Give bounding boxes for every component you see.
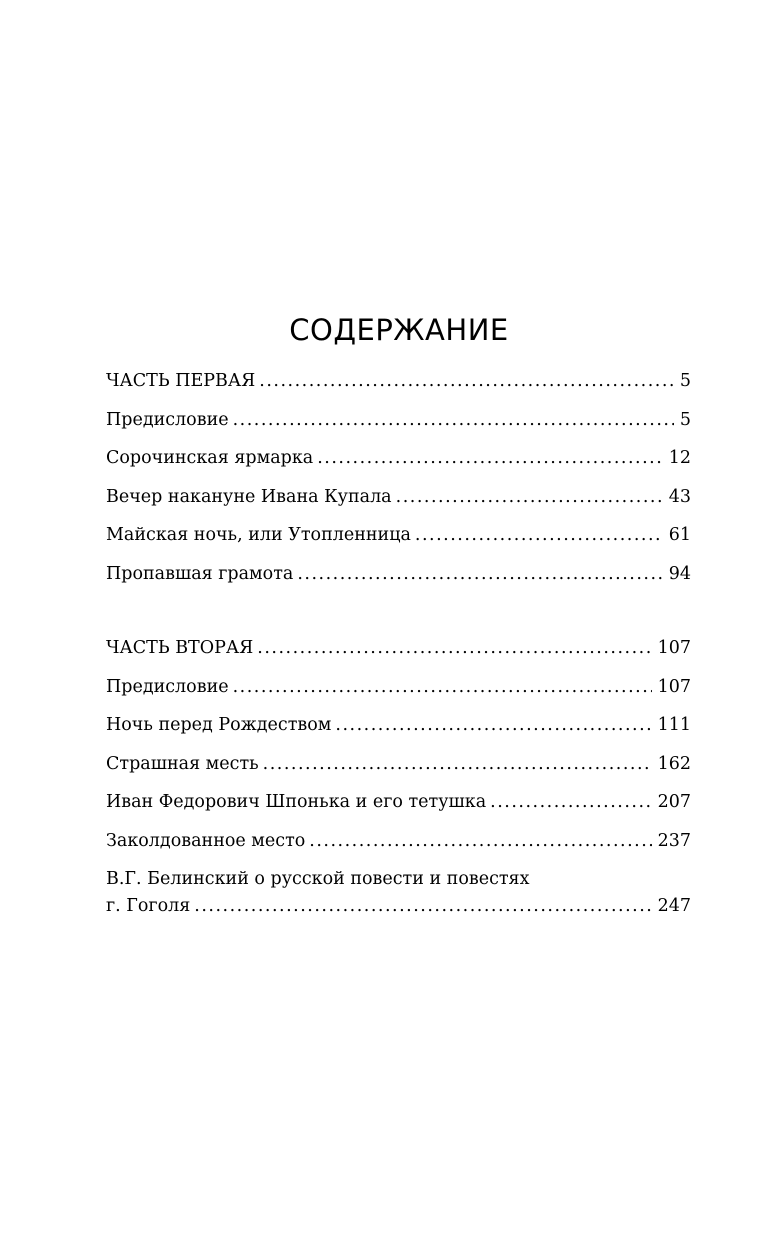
dot-leader	[415, 522, 663, 549]
toc-entry-title: Иван Федорович Шпонька и его тетушка	[106, 792, 487, 812]
toc-entry-title: Вечер накануне Ивана Купала	[106, 486, 392, 507]
toc-entry[interactable]	[106, 445, 691, 484]
dot-leader	[263, 751, 652, 778]
toc-entry-title: Страшная месть	[106, 753, 259, 774]
toc-entry[interactable]	[106, 751, 691, 790]
dot-leader	[297, 561, 662, 588]
toc-page-number: 61	[668, 525, 691, 545]
toc-page-number: 5	[679, 409, 691, 430]
dot-leader	[396, 484, 663, 511]
toc-entry[interactable]	[106, 561, 691, 600]
toc-entry-title: Предисловие	[106, 409, 229, 430]
toc-entry[interactable]	[106, 484, 691, 523]
toc-entry-title: ЧАСТЬ ПЕРВАЯ	[106, 371, 256, 391]
toc-entry-title: Предисловие	[106, 676, 229, 697]
toc-page-number: 237	[657, 830, 691, 851]
toc-part-heading[interactable]	[106, 368, 691, 407]
dot-leader	[309, 828, 651, 855]
toc-page-number: 12	[668, 448, 691, 468]
toc-entry[interactable]	[106, 674, 691, 713]
toc-page-number: 94	[668, 563, 691, 584]
toc-entry[interactable]	[106, 407, 691, 446]
dot-leader	[233, 674, 652, 701]
section-spacer	[106, 599, 691, 635]
toc-entry-title: Сорочинская ярмарка	[106, 448, 314, 468]
toc-entry[interactable]	[106, 712, 691, 751]
toc-entry-title: ЧАСТЬ ВТОРАЯ	[106, 638, 254, 658]
dot-leader	[335, 712, 651, 739]
page-title: СОДЕРЖАНИЕ	[289, 313, 509, 347]
toc-page-number: 247	[657, 896, 691, 916]
toc-page-number: 5	[679, 371, 691, 391]
dot-leader	[490, 789, 651, 816]
dot-leader	[233, 407, 674, 434]
dot-leader	[259, 368, 674, 395]
toc-entry[interactable]	[106, 522, 691, 561]
toc-entry-title: Майская ночь, или Утопленница	[106, 525, 411, 545]
toc-entry-appendix[interactable]	[106, 866, 691, 920]
toc-entry-title: Ночь перед Рождеством	[106, 715, 332, 735]
dot-leader	[317, 445, 663, 472]
table-of-contents	[106, 368, 691, 920]
toc-entry-title-line1: В.Г. Белинский о русской повести и повестях	[106, 869, 530, 889]
toc-entry-title-line2: г. Гоголя	[106, 896, 191, 916]
dot-leader	[194, 893, 651, 920]
toc-entry[interactable]	[106, 789, 691, 828]
toc-page-number: 43	[668, 486, 691, 507]
toc-page-number: 107	[657, 638, 691, 658]
toc-entry[interactable]	[106, 828, 691, 867]
toc-page-number: 207	[657, 792, 691, 812]
toc-entry-title: Заколдованное место	[106, 830, 306, 851]
dot-leader	[257, 635, 651, 662]
toc-page-number: 111	[657, 715, 691, 735]
toc-page-number: 162	[657, 753, 691, 774]
toc-page-number: 107	[657, 676, 691, 697]
toc-part-heading[interactable]	[106, 635, 691, 674]
toc-entry-title: Пропавшая грамота	[106, 563, 294, 584]
